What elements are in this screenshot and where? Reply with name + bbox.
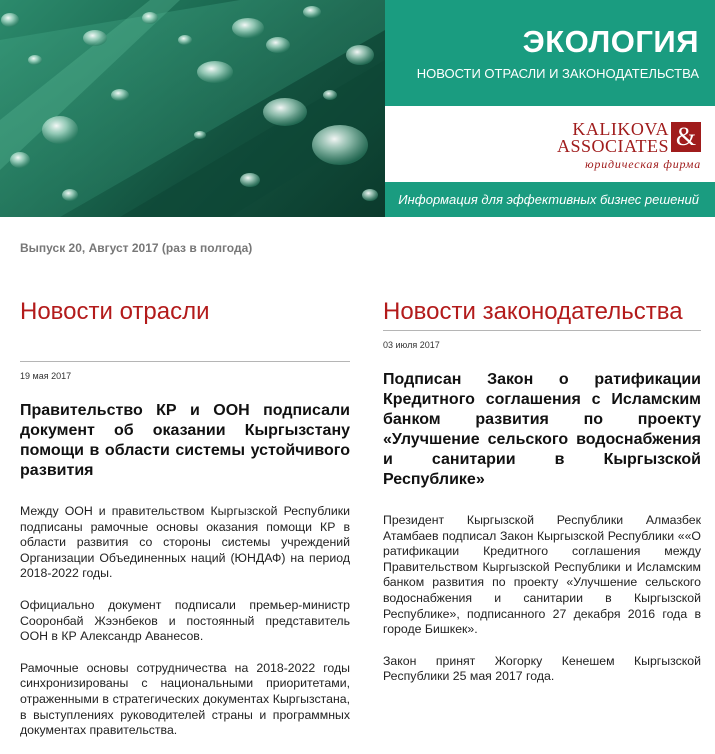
article-date: 03 июля 2017 (383, 340, 440, 350)
section-title-industry: Новости отрасли (20, 298, 210, 325)
article-paragraph: Между ООН и правительством Кыргызской Республики подписаны рамочные основы оказания помощи КР в области развития со стороны системы учреждений Организации Объединенных наций (ЮНДАФ) на период 2018-2022 годы. (20, 504, 350, 581)
section-title-legislation: Новости законодательства (383, 298, 683, 325)
logo-tagline: юридическая фирма (585, 157, 701, 171)
article-paragraph: Президент Кыргызской Республики Алмазбек Атамбаев подписал Закон Кыргызской Республики ««О ратификации Кредитного соглашения между Правительством Кыргызской Республики и Исламским банком развития по проекту «Улучшение сельского водоснабжения и санитарии в Кыргызской Республике», подписанного 27 декабря 2016 года в городе Бишкек». (383, 513, 701, 637)
divider (383, 330, 701, 331)
industry-news-column (20, 296, 350, 739)
logo-line-2: ASSOCIATES (556, 136, 669, 156)
header-photo (0, 0, 385, 217)
logo-line-1: KALIKOVA (572, 119, 669, 139)
article-paragraph: Рамочные основы сотрудничества на 2018-2022 годы синхронизированы с национальными приоритетами, отраженными в стратегических документах Кыргызстана, в выступлениях руководителей страны и программных документах правительства. (20, 660, 350, 738)
article-paragraph: Закон принят Жогорку Кенешем Кыргызской Республики 25 мая 2017 года. (383, 653, 701, 684)
newsletter-title: ЭКОЛОГИЯ (522, 24, 699, 59)
logo-wordmark (557, 121, 669, 155)
issue-info: Выпуск 20, Август 2017 (раз в полгода) (20, 241, 253, 255)
article-headline: Правительство КР и ООН подписали документ об оказании Кыргызстану помощи в области системы устойчивого развития (20, 402, 350, 479)
legislation-news-column (383, 296, 701, 685)
water-drops-image (0, 0, 385, 217)
logo-ampersand: & (671, 122, 701, 152)
article-paragraph: Официально документ подписали премьер-министр Сооронбай Жээнбеков и постоянный представитель ООН в КР Александр Аванесов. (20, 597, 350, 644)
newsletter-subtitle: НОВОСТИ ОТРАСЛИ И ЗАКОНОДАТЕЛЬСТВА (416, 66, 699, 81)
tagline: Информация для эффективных бизнес решений (398, 192, 699, 207)
firm-logo (385, 106, 715, 182)
divider (20, 361, 350, 362)
article-date: 19 мая 2017 (20, 371, 72, 381)
newsletter-header (0, 0, 715, 217)
article-headline: Подписан Закон о ратификации Кредитного соглашения с Исламским банком развития по проекту «Улучшение сельского водоснабжения и санитарии в Кыргызской Республике» (383, 371, 701, 488)
title-band (385, 0, 715, 106)
tagline-band (385, 182, 715, 217)
